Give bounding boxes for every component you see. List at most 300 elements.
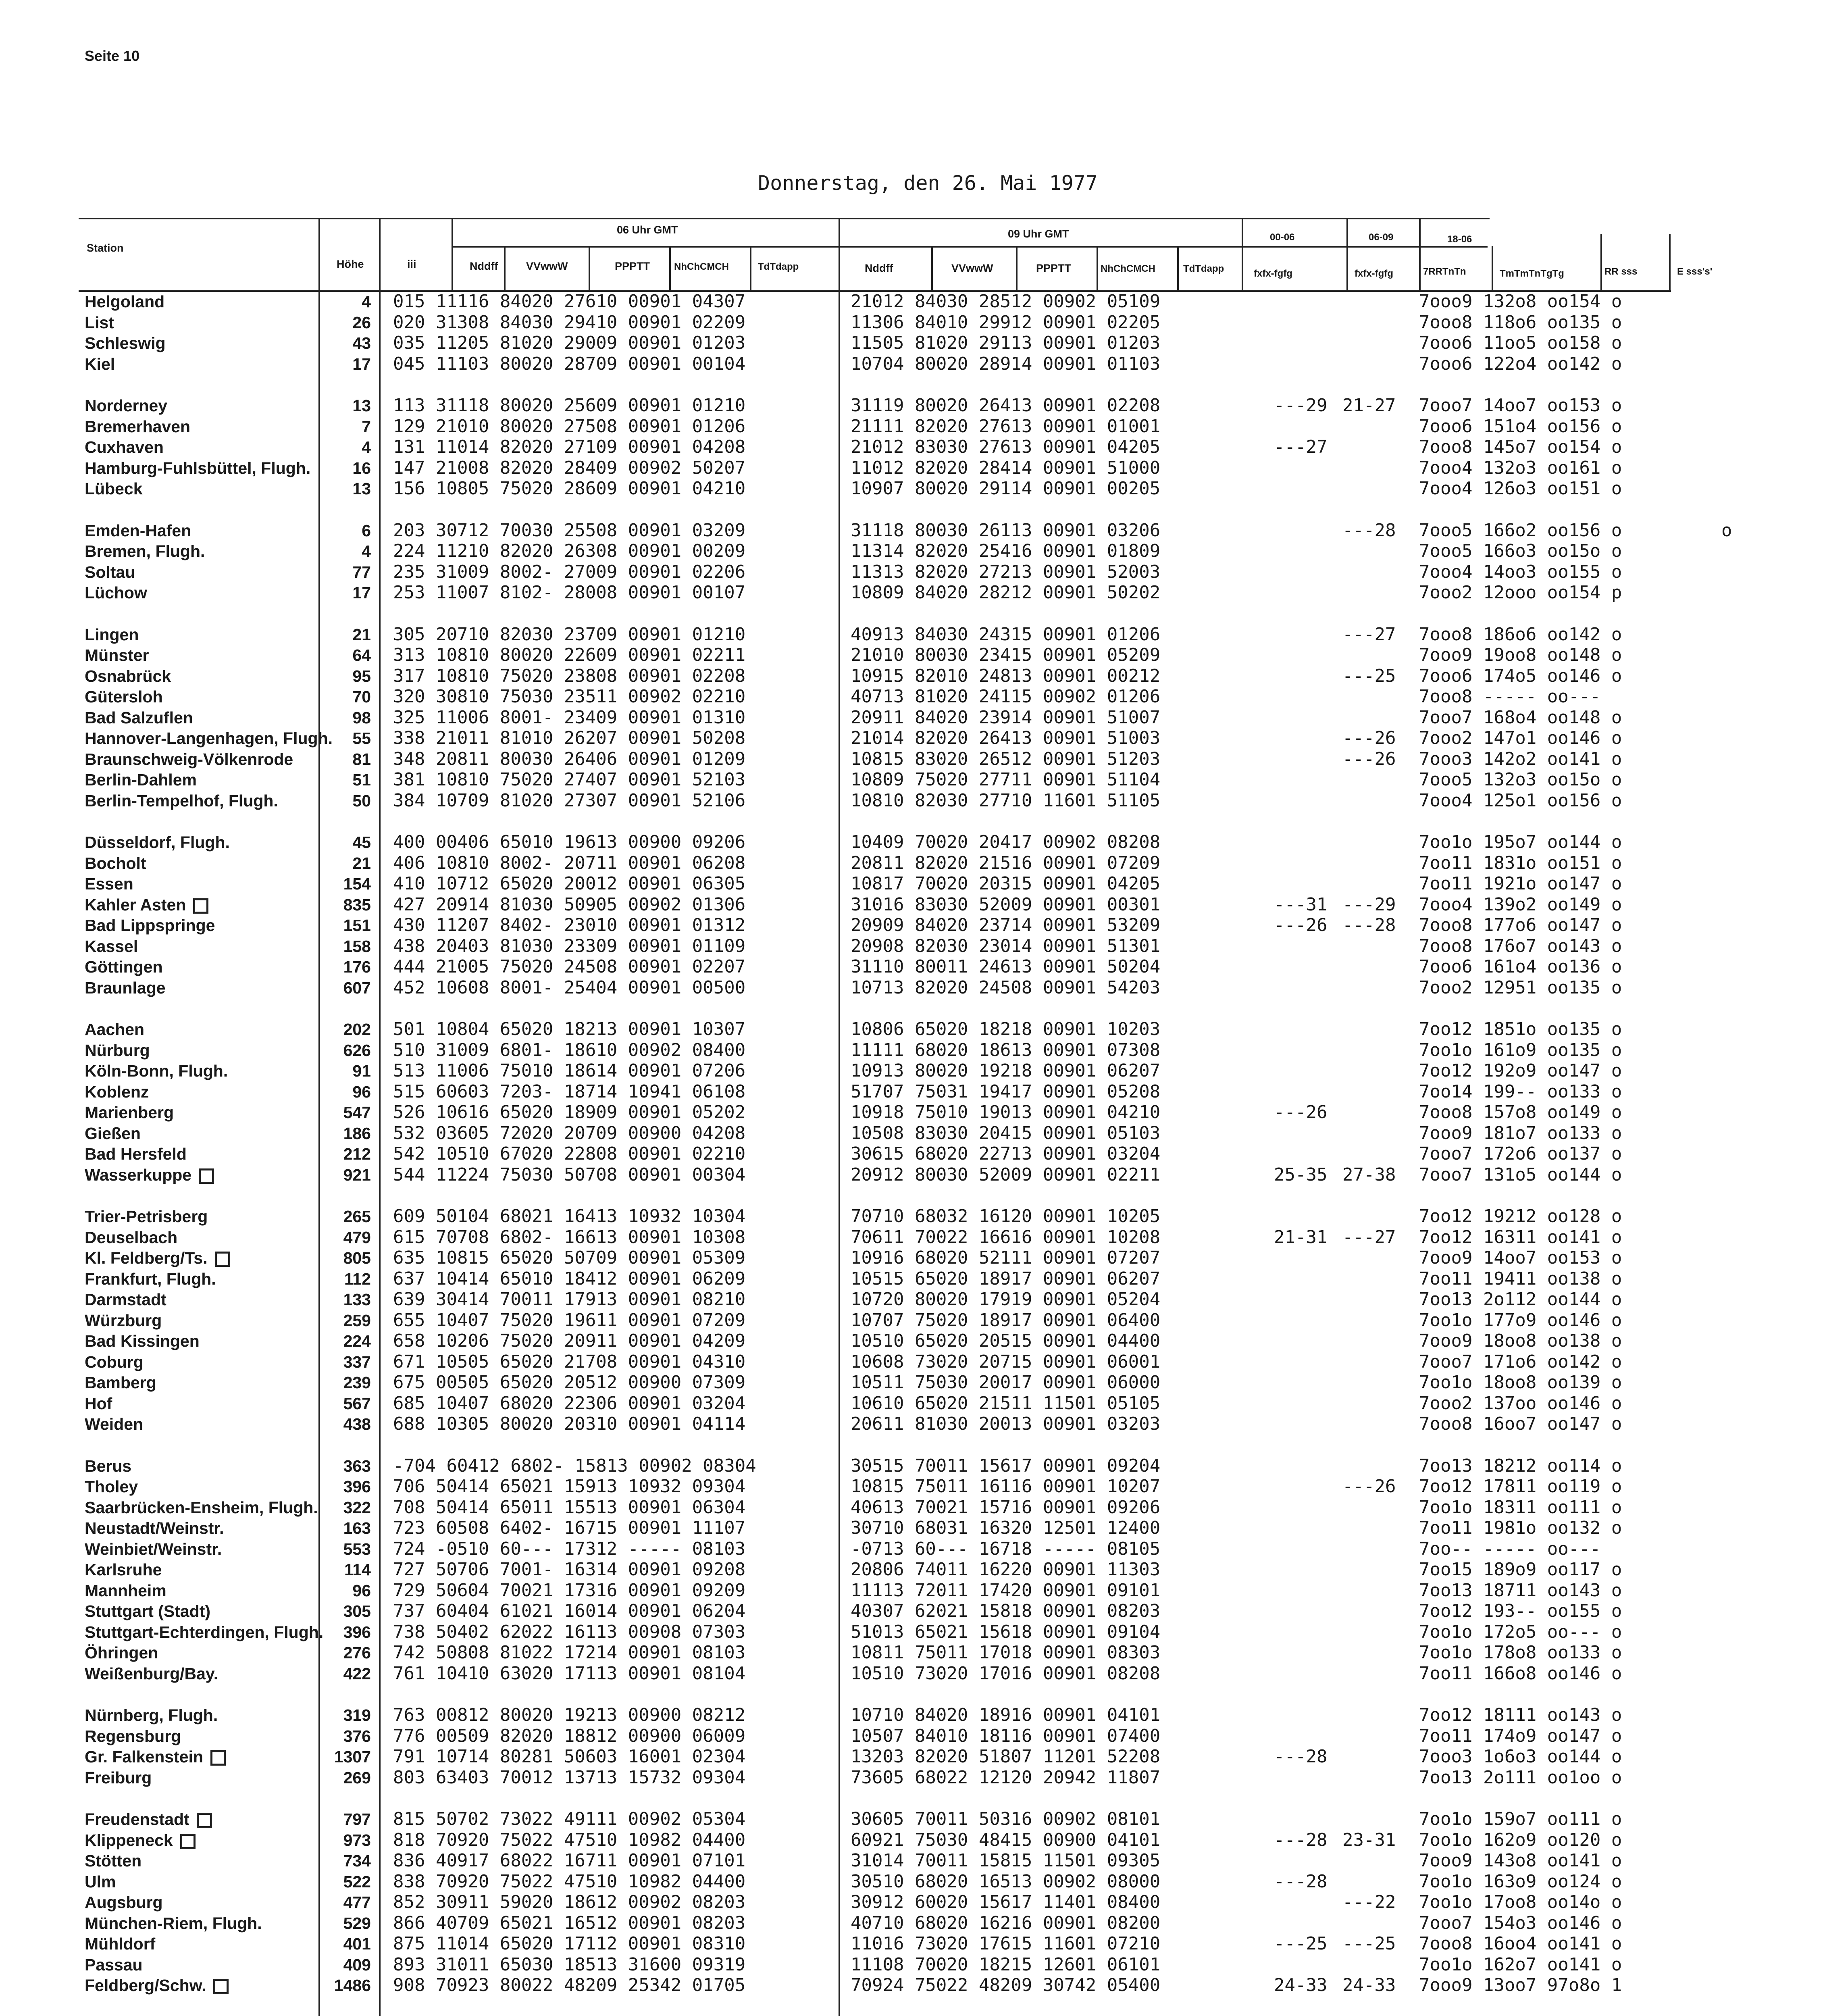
obs-09-group: 31016 83030 52009 00901 00301: [851, 894, 1161, 915]
obs-06-group: 635 10815 65020 50709 00901 05309: [393, 1248, 746, 1268]
station-name: Marienberg: [85, 1103, 174, 1122]
obs-09-group: 10809 75020 27711 00901 51104: [851, 769, 1161, 790]
station-name: Kassel: [85, 937, 138, 956]
obs-09-group: -0713 60--- 16718 ----- 08105: [851, 1539, 1161, 1559]
obs-09-group: 21111 82020 27613 00901 01001: [851, 416, 1161, 437]
obs-09-group: 10713 82020 24508 00901 54203: [851, 977, 1161, 998]
obs-06-group: 510 31009 6801- 18610 00902 08400: [393, 1040, 746, 1060]
obs-06-group: 737 60404 61021 16014 00901 06204: [393, 1601, 746, 1621]
obs-09-group: 10507 84010 18116 00901 07400: [851, 1726, 1161, 1746]
obs-06-group: 427 20914 81030 50905 00902 01306: [393, 894, 746, 915]
station-name: Bamberg: [85, 1373, 156, 1392]
obs-09-group: 10916 68020 52111 00901 07207: [851, 1248, 1161, 1268]
open-square-marker: [197, 1813, 212, 1828]
obs-09-group: 10704 80020 28914 00901 01103: [851, 354, 1161, 374]
station-name: Essen: [85, 875, 133, 893]
station-height: 96: [352, 1083, 371, 1101]
extremes-18-06: 7oo1o 163o9 oo124 o: [1419, 1871, 1622, 1892]
extremes-18-06: 7oo1o 18oo8 oo139 o: [1419, 1372, 1622, 1393]
page-date-heading: Donnerstag, den 26. Mai 1977: [758, 171, 1098, 195]
extremes-18-06: 7ooo2 137oo oo146 o: [1419, 1393, 1622, 1414]
station-height: 553: [343, 1540, 371, 1558]
obs-06-group: 400 00406 65010 19613 00900 09206: [393, 832, 746, 852]
obs-06-group: 639 30414 70011 17913 00901 08210: [393, 1289, 746, 1310]
obs-06-group: 609 50104 68021 16413 10932 10304: [393, 1206, 746, 1227]
station-name: Saarbrücken-Ensheim, Flugh.: [85, 1498, 318, 1517]
station-name: Lübeck: [85, 479, 143, 498]
station-height: 13: [352, 479, 371, 498]
station-name: Mannheim: [85, 1581, 166, 1600]
extremes-18-06: 7ooo2 12ooo oo154 p: [1419, 582, 1622, 603]
station-height: 17: [352, 355, 371, 373]
extremes-18-06: 7oo11 174o9 oo147 o: [1419, 1726, 1622, 1746]
extremes-18-06: 7ooo3 142o2 oo141 o: [1419, 749, 1622, 769]
station-name: Münster: [85, 646, 149, 664]
obs-09-group: 10515 65020 18917 00901 06207: [851, 1268, 1161, 1289]
obs-06-group: 852 30911 59020 18612 00902 08203: [393, 1892, 746, 1912]
station-height: 269: [343, 1768, 371, 1787]
obs-09-group: 20806 74011 16220 00901 11303: [851, 1559, 1161, 1580]
station-name: Stötten: [85, 1851, 142, 1870]
station-name: Cuxhaven: [85, 438, 164, 456]
station-name: Kahler Asten: [85, 896, 208, 914]
station-height: 479: [343, 1228, 371, 1247]
station-height: 396: [343, 1477, 371, 1496]
extremes-18-06: 7ooo4 14oo3 oo155 o: [1419, 562, 1622, 582]
extremes-18-06: 7oo12 16311 oo141 o: [1419, 1227, 1622, 1248]
obs-09-group: 10608 73020 20715 00901 06001: [851, 1352, 1161, 1372]
extremes-18-06: 7oo12 18111 oo143 o: [1419, 1705, 1622, 1725]
obs-06-group: 338 21011 81010 26207 00901 50208: [393, 728, 746, 748]
gust-00-06: ---29: [1274, 395, 1328, 416]
station-name: Augsburg: [85, 1893, 163, 1912]
obs-09-group: 31014 70011 15815 11501 09305: [851, 1850, 1161, 1871]
station-name: Bocholt: [85, 854, 146, 873]
obs-09-group: 40710 68020 16216 00901 08200: [851, 1913, 1161, 1933]
obs-09-group: 10918 75010 19013 00901 04210: [851, 1102, 1161, 1123]
obs-06-group: 015 11116 84020 27610 00901 04307: [393, 291, 746, 312]
extremes-18-06: 7oo1o 18311 oo111 o: [1419, 1497, 1622, 1518]
station-name: Feldberg/Schw.: [85, 1976, 229, 1995]
obs-09-group: 11113 72011 17420 00901 09101: [851, 1580, 1161, 1601]
header-top-line: [79, 218, 1490, 219]
obs-09-group: 10806 65020 18218 00901 10203: [851, 1019, 1161, 1039]
station-name: Mühldorf: [85, 1935, 156, 1953]
station-height: 43: [352, 334, 371, 352]
gust-00-06: ---27: [1274, 437, 1328, 457]
extremes-18-06: 7oo12 192o9 oo147 o: [1419, 1060, 1622, 1081]
extremes-18-06: 7oo1o 162o9 oo120 o: [1419, 1830, 1622, 1850]
obs-06-group: 305 20710 82030 23709 00901 01210: [393, 624, 746, 645]
station-name: Göttingen: [85, 958, 163, 976]
station-name: Köln-Bonn, Flugh.: [85, 1062, 228, 1080]
station-name: Soltau: [85, 563, 135, 581]
station-name: Koblenz: [85, 1083, 149, 1101]
obs-09-group: 30605 70011 50316 00902 08101: [851, 1809, 1161, 1829]
obs-09-group: 10815 75011 16116 00901 10207: [851, 1476, 1161, 1497]
station-height: 77: [352, 563, 371, 581]
header-group-00-06: 00-06: [1270, 232, 1295, 243]
obs-09-group: 10511 75030 20017 00901 06000: [851, 1372, 1161, 1393]
obs-09-group: 70710 68032 16120 00901 10205: [851, 1206, 1161, 1227]
open-square-marker: [213, 1979, 229, 1994]
obs-09-group: 11314 82020 25416 00901 01809: [851, 541, 1161, 561]
obs-09-group: 11111 68020 18613 00901 07308: [851, 1040, 1161, 1060]
obs-09-group: 10810 82030 27710 11601 51105: [851, 790, 1161, 811]
obs-06-group: 020 31308 84030 29410 00901 02209: [393, 312, 746, 333]
gust-00-06: ---26: [1274, 1102, 1328, 1123]
extremes-18-06: 7ooo6 122o4 oo142 o: [1419, 354, 1622, 374]
extremes-18-06: 7ooo6 161o4 oo136 o: [1419, 956, 1622, 977]
sub-col-line-4: [750, 246, 751, 290]
obs-09-group: 20611 81030 20013 00901 03203: [851, 1414, 1161, 1434]
header-nh-09: NhChCMCH: [1101, 263, 1155, 274]
gust-06-09: ---26: [1342, 728, 1396, 748]
header-nh-06: NhChCMCH: [674, 261, 729, 272]
extremes-18-06: 7ooo9 13oo7 97o8o 1: [1419, 1975, 1622, 1995]
obs-06-group: 410 10712 65020 20012 00901 06305: [393, 873, 746, 894]
block-09-divider: [1242, 218, 1243, 290]
gust-00-06: ---28: [1274, 1830, 1328, 1850]
station-height: 319: [343, 1706, 371, 1724]
extremes-18-06: 7ooo9 181o7 oo133 o: [1419, 1123, 1622, 1143]
station-height: 4: [362, 292, 371, 311]
obs-09-group: 10510 65020 20515 00901 04400: [851, 1331, 1161, 1351]
extremes-18-06: 7oo1o 162o7 oo141 o: [1419, 1954, 1622, 1975]
gust-06-09: ---27: [1342, 1227, 1396, 1248]
extremes-18-06: 7ooo5 166o3 oo15o o: [1419, 541, 1622, 561]
header-rr-sss: RR sss: [1604, 266, 1638, 277]
obs-06-group: 035 11205 81020 29009 00901 01203: [393, 333, 746, 353]
obs-06-group: 526 10616 65020 18909 00901 05202: [393, 1102, 746, 1123]
station-name: Regensburg: [85, 1727, 181, 1745]
station-height: 835: [343, 896, 371, 914]
extremes-18-06: 7oo13 2o112 oo144 o: [1419, 1289, 1622, 1310]
station-name: Darmstadt: [85, 1290, 166, 1309]
obs-06-group: 320 30810 75030 23511 00902 02210: [393, 686, 746, 707]
header-group-06-09: 06-09: [1369, 232, 1394, 243]
station-height: 212: [343, 1145, 371, 1163]
obs-06-group: 313 10810 80020 22609 00901 02211: [393, 645, 746, 665]
extremes-18-06: 7oo1o 161o9 oo135 o: [1419, 1040, 1622, 1060]
obs-06-group: 147 21008 82020 28409 00902 50207: [393, 458, 746, 478]
station-height: 163: [343, 1519, 371, 1537]
station-height: 477: [343, 1893, 371, 1912]
station-height: 376: [343, 1727, 371, 1745]
header-pppt-09: PPPTT: [1036, 262, 1072, 274]
obs-09-group: 21010 80030 23415 00901 05209: [851, 645, 1161, 665]
page-number-label: Seite 10: [85, 48, 140, 64]
obs-06-group: 615 70708 6802- 16613 00901 10308: [393, 1227, 746, 1248]
extremes-18-06: 7oo1o 172o5 oo--- o: [1419, 1622, 1622, 1642]
station-name: Schleswig: [85, 334, 166, 352]
obs-09-group: 10409 70020 20417 00902 08208: [851, 832, 1161, 852]
obs-06-group: 129 21010 80020 27508 00901 01206: [393, 416, 746, 437]
rr-column-divider: [1600, 234, 1602, 290]
header-td-06: TdTdapp: [758, 261, 799, 272]
extra-mark: o: [1721, 520, 1732, 541]
e-column-divider: [1669, 234, 1671, 290]
station-height: 401: [343, 1935, 371, 1953]
station-height: 176: [343, 958, 371, 976]
station-name: Kl. Feldberg/Ts.: [85, 1249, 230, 1268]
obs-09-group: 21012 84030 28512 00902 05109: [851, 291, 1161, 312]
obs-06-group: 763 00812 80020 19213 00900 08212: [393, 1705, 746, 1725]
obs-06-group: 384 10709 81020 27307 00901 52106: [393, 790, 746, 811]
extremes-18-06: 7oo12 17811 oo119 o: [1419, 1476, 1622, 1497]
extremes-18-06: 7oo13 18711 oo143 o: [1419, 1580, 1622, 1601]
station-height: 202: [343, 1020, 371, 1039]
obs-06-group: 724 -0510 60--- 17312 ----- 08103: [393, 1539, 746, 1559]
gust-00-06: 25-35: [1274, 1164, 1328, 1185]
gust-06-09: ---27: [1342, 624, 1396, 645]
open-square-marker: [193, 898, 208, 914]
station-height: 96: [352, 1581, 371, 1600]
station-name: List: [85, 313, 114, 332]
extremes-18-06: 7oo11 1831o oo151 o: [1419, 853, 1622, 873]
station-height: 50: [352, 791, 371, 810]
header-station: Station: [87, 242, 124, 254]
station-height: 607: [343, 979, 371, 997]
obs-06-group: 253 11007 8102- 28008 00901 00107: [393, 582, 746, 603]
header-mid-line: [452, 246, 1488, 248]
extremes-18-06: 7oo12 1851o oo135 o: [1419, 1019, 1622, 1039]
extremes-18-06: 7oo13 2o111 oo1oo o: [1419, 1767, 1622, 1788]
station-name: Düsseldorf, Flugh.: [85, 833, 230, 852]
gust-06-09: ---22: [1342, 1892, 1396, 1912]
extremes-18-06: 7ooo2 12951 oo135 o: [1419, 977, 1622, 998]
extremes-18-06: 7ooo8 16oo7 oo147 o: [1419, 1414, 1622, 1434]
station-name: Deuselbach: [85, 1228, 178, 1247]
station-name: Bad Salzuflen: [85, 708, 193, 727]
obs-09-group: 11505 81020 29113 00901 01203: [851, 333, 1161, 353]
extremes-18-06: 7ooo5 132o3 oo15o o: [1419, 769, 1622, 790]
station-name: Berus: [85, 1457, 132, 1475]
station-name: Gütersloh: [85, 687, 163, 706]
obs-06-group: 224 11210 82020 26308 00901 00209: [393, 541, 746, 561]
obs-06-group: 818 70920 75022 47510 10982 04400: [393, 1830, 746, 1850]
extremes-18-06: 7oo11 19411 oo138 o: [1419, 1268, 1622, 1289]
obs-09-group: 30615 68020 22713 00901 03204: [851, 1143, 1161, 1164]
header-pppt-06: PPPTT: [615, 260, 650, 272]
station-height: 259: [343, 1311, 371, 1330]
station-height: 45: [352, 833, 371, 852]
station-name: Norderney: [85, 396, 168, 415]
extremes-18-06: 7oo12 19212 oo128 o: [1419, 1206, 1622, 1227]
station-height: 305: [343, 1602, 371, 1620]
station-name: Bad Hersfeld: [85, 1145, 187, 1163]
obs-09-group: 21014 82020 26413 00901 51003: [851, 728, 1161, 748]
station-height: 396: [343, 1623, 371, 1641]
obs-06-group: 542 10510 67020 22808 00901 02210: [393, 1143, 746, 1164]
extremes-18-06: 7ooo2 147o1 oo146 o: [1419, 728, 1622, 748]
obs-06-group: 706 50414 65021 15913 10932 09304: [393, 1476, 746, 1497]
header-fxfx-2: fxfx-fgfg: [1355, 268, 1393, 279]
station-name: Weinbiet/Weinstr.: [85, 1540, 222, 1558]
obs-06-group: 658 10206 75020 20911 00901 04209: [393, 1331, 746, 1351]
station-height: 151: [343, 916, 371, 935]
station-height: 973: [343, 1831, 371, 1849]
open-square-marker: [210, 1750, 226, 1766]
station-height: 322: [343, 1498, 371, 1517]
header-td-09: TdTdapp: [1183, 263, 1224, 274]
station-name: Kiel: [85, 355, 115, 373]
gust-06-09: ---28: [1342, 520, 1396, 541]
station-height: 409: [343, 1956, 371, 1974]
obs-09-group: 31118 80030 26113 00901 03206: [851, 520, 1161, 541]
station-height: 239: [343, 1373, 371, 1392]
obs-09-group: 70611 70022 16616 00901 10208: [851, 1227, 1161, 1248]
header-vvwww-06: VVwwW: [526, 260, 568, 272]
hoehe-column-divider: [379, 218, 381, 2016]
extremes-18-06: 7oo1o 177o9 oo146 o: [1419, 1310, 1622, 1331]
extremes-18-06: 7ooo8 118o6 oo135 o: [1419, 312, 1622, 333]
station-height: 26: [352, 313, 371, 332]
station-name: Lingen: [85, 625, 139, 644]
gust-00-06: 21-31: [1274, 1227, 1328, 1248]
gust-06-09: ---25: [1342, 1933, 1396, 1954]
station-name: Bremerhaven: [85, 417, 191, 436]
obs-09-group: 21012 83030 27613 00901 04205: [851, 437, 1161, 457]
extremes-18-06: 7ooo8 176o7 oo143 o: [1419, 936, 1622, 956]
obs-06-group: 131 11014 82020 27109 00901 04208: [393, 437, 746, 457]
station-height: 7: [362, 417, 371, 436]
extremes-18-06: 7oo-- ----- oo---: [1419, 1539, 1601, 1559]
gust-06-09: ---28: [1342, 915, 1396, 935]
station-name: Hamburg-Fuhlsbüttel, Flugh.: [85, 459, 311, 477]
obs-09-group: 10817 70020 20315 00901 04205: [851, 873, 1161, 894]
station-name: Nürburg: [85, 1041, 150, 1060]
obs-09-group: 10710 84020 18916 00901 04101: [851, 1705, 1161, 1725]
header-hoehe: Höhe: [337, 258, 364, 270]
station-height: 112: [344, 1270, 371, 1288]
extremes-18-06: 7ooo8 145o7 oo154 o: [1419, 437, 1622, 457]
header-09-uhr: 09 Uhr GMT: [1008, 228, 1069, 240]
extremes-18-06: 7ooo8 186o6 oo142 o: [1419, 624, 1622, 645]
station-name: Stuttgart (Stadt): [85, 1602, 211, 1620]
station-name: Freudenstadt: [85, 1810, 212, 1829]
header-nddff-09: Nddff: [865, 262, 893, 274]
station-height: 4: [362, 542, 371, 560]
obs-09-group: 30515 70011 15617 00901 09204: [851, 1456, 1161, 1476]
obs-09-group: 10610 65020 21511 11501 05105: [851, 1393, 1161, 1414]
obs-06-group: 838 70920 75022 47510 10982 04400: [393, 1871, 746, 1892]
station-height: 114: [344, 1560, 371, 1579]
extremes-18-06: 7oo1o 159o7 oo111 o: [1419, 1809, 1622, 1829]
station-name: Braunschweig-Völkenrode: [85, 750, 293, 768]
open-square-marker: [180, 1834, 196, 1849]
obs-09-group: 10907 80020 29114 00901 00205: [851, 478, 1161, 499]
station-name: Passau: [85, 1956, 143, 1974]
obs-09-group: 40307 62021 15818 00901 08203: [851, 1601, 1161, 1621]
station-height: 921: [343, 1166, 371, 1184]
station-height: 4: [362, 438, 371, 456]
extremes-18-06: 7ooo6 151o4 oo156 o: [1419, 416, 1622, 437]
sub-col-line-6: [1016, 246, 1018, 290]
extremes-18-06: 7ooo9 132o8 oo154 o: [1419, 291, 1622, 312]
station-height: 55: [352, 729, 371, 748]
obs-06-group: 738 50402 62022 16113 00908 07303: [393, 1622, 746, 1642]
station-name: Ulm: [85, 1872, 116, 1891]
obs-06-group: 893 31011 65030 18513 31600 09319: [393, 1954, 746, 1975]
station-height: 224: [343, 1332, 371, 1350]
gust-06-09: 23-31: [1342, 1830, 1396, 1850]
station-height: 16: [352, 459, 371, 477]
station-height: 567: [343, 1394, 371, 1413]
station-height: 626: [343, 1041, 371, 1060]
open-square-marker: [215, 1252, 230, 1267]
block-06-divider: [839, 218, 840, 2016]
station-height: 21: [352, 854, 371, 873]
obs-06-group: 776 00509 82020 18812 00900 06009: [393, 1726, 746, 1746]
station-name: Frankfurt, Flugh.: [85, 1270, 216, 1288]
obs-09-group: 20911 84020 23914 00901 51007: [851, 707, 1161, 728]
station-height: 154: [343, 875, 371, 893]
sub-col-line-5: [931, 246, 933, 290]
station-height: 133: [343, 1290, 371, 1309]
obs-06-group: 156 10805 75020 28609 00901 04210: [393, 478, 746, 499]
header-e-sss: E sss's': [1677, 266, 1713, 277]
extremes-18-06: 7oo12 193-- oo155 o: [1419, 1601, 1622, 1621]
extremes-18-06: 7ooo9 19oo8 oo148 o: [1419, 645, 1622, 665]
extremes-18-06: 7ooo8 16oo4 oo141 o: [1419, 1933, 1622, 1954]
extremes-18-06: 7ooo4 132o3 oo161 o: [1419, 458, 1622, 478]
station-height: 805: [343, 1249, 371, 1267]
obs-09-group: 11108 70020 18215 12601 06101: [851, 1954, 1161, 1975]
gust-00-06: ---26: [1274, 915, 1328, 935]
obs-06-group: 515 60603 7203- 18714 10941 06108: [393, 1081, 746, 1102]
station-name: Hannover-Langenhagen, Flugh.: [85, 729, 333, 748]
station-name: Nürnberg, Flugh.: [85, 1706, 218, 1724]
obs-06-group: 235 31009 8002- 27009 00901 02206: [393, 562, 746, 582]
obs-06-group: 908 70923 80022 48209 25342 01705: [393, 1975, 746, 1995]
extremes-18-06: 7ooo7 172o6 oo137 o: [1419, 1143, 1622, 1164]
obs-06-group: 688 10305 80020 20310 00901 04114: [393, 1414, 746, 1434]
sub-col-line-9: [1492, 246, 1493, 290]
obs-09-group: 30710 68031 16320 12501 12400: [851, 1518, 1161, 1538]
station-name: Braunlage: [85, 979, 166, 997]
gust-00-06: ---28: [1274, 1746, 1328, 1767]
iii-column-divider: [452, 218, 453, 290]
obs-09-group: 10707 75020 18917 00901 06400: [851, 1310, 1161, 1331]
sub-col-line-8: [1177, 246, 1179, 290]
obs-06-group: 325 11006 8001- 23409 00901 01310: [393, 707, 746, 728]
extremes-18-06: 7oo13 18212 oo114 o: [1419, 1456, 1622, 1476]
station-name: Wasserkuppe: [85, 1166, 214, 1185]
extremes-18-06: 7oo1o 178o8 oo133 o: [1419, 1642, 1622, 1663]
station-name: Klippeneck: [85, 1831, 196, 1850]
extremes-18-06: 7ooo4 126o3 oo151 o: [1419, 478, 1622, 499]
obs-06-group: 742 50808 81022 17214 00901 08103: [393, 1642, 746, 1663]
station-height: 363: [343, 1457, 371, 1475]
header-iii: iii: [407, 258, 416, 270]
station-name: Lüchow: [85, 583, 147, 602]
obs-09-group: 73605 68022 12120 20942 11807: [851, 1767, 1161, 1788]
extremes-18-06: 7ooo7 14oo7 oo153 o: [1419, 395, 1622, 416]
station-name: Öhringen: [85, 1643, 158, 1662]
obs-06-group: 729 50604 70021 17316 00901 09209: [393, 1580, 746, 1601]
extremes-18-06: 7ooo9 143o8 oo141 o: [1419, 1850, 1622, 1871]
extremes-18-06: 7oo11 1981o oo132 o: [1419, 1518, 1622, 1538]
obs-09-group: 30912 60020 15617 11401 08400: [851, 1892, 1161, 1912]
station-name: Berlin-Dahlem: [85, 771, 197, 789]
gust-06-09: ---29: [1342, 894, 1396, 915]
obs-09-group: 10915 82010 24813 00901 00212: [851, 666, 1161, 686]
obs-09-group: 20811 82020 21516 00901 07209: [851, 853, 1161, 873]
station-height: 51: [352, 771, 371, 789]
station-name: Trier-Petrisberg: [85, 1207, 208, 1226]
obs-09-group: 20909 84020 23714 00901 53209: [851, 915, 1161, 935]
